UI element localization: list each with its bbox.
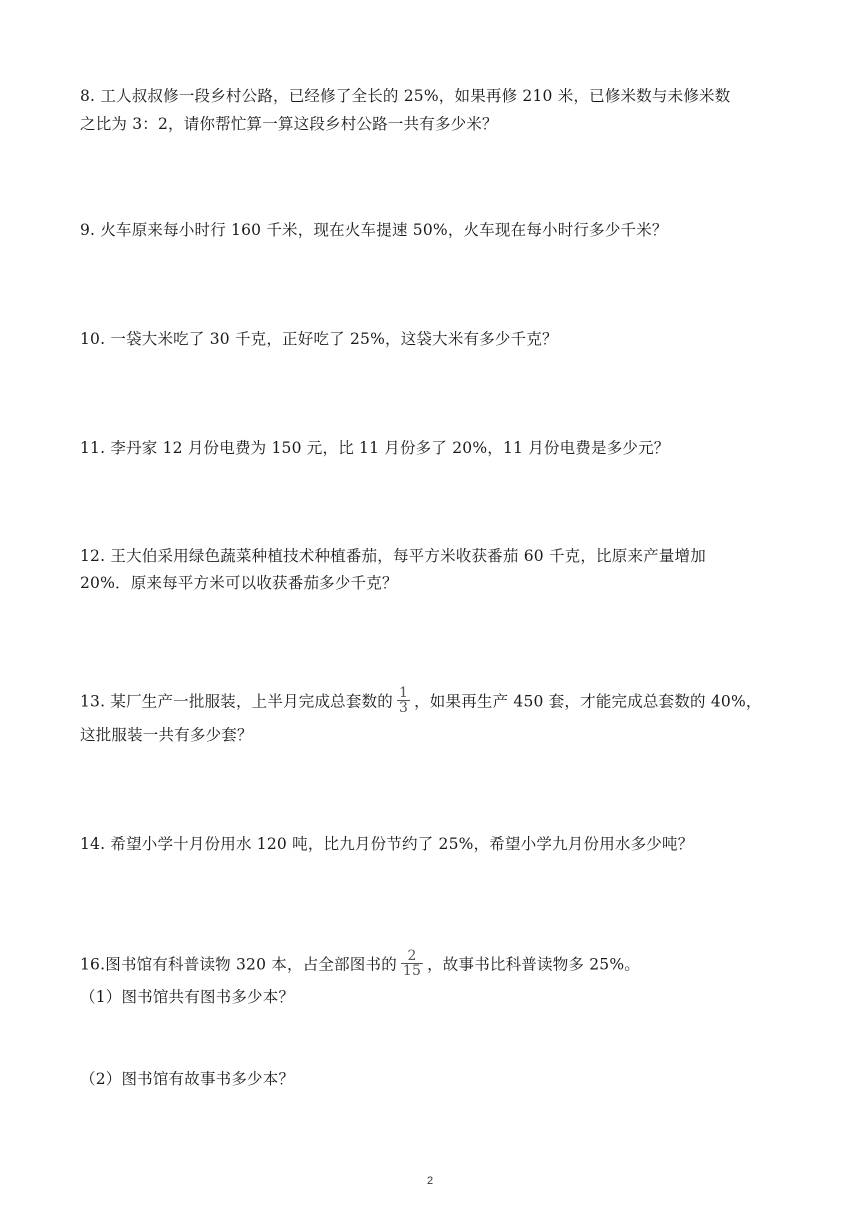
fraction-numerator: 1 [398, 685, 409, 701]
question-16-line-1 [80, 948, 640, 980]
question-12-line-2: 20%．原来每平方米可以收获番茄多少千克？ [80, 574, 398, 592]
question-13-fraction [397, 686, 410, 715]
question-13-text-after-fraction: ，如果再生产 450 套，才能完成总套数的 40%， [414, 692, 762, 711]
question-13-line-1 [80, 685, 762, 717]
question-8-line-1: 8. 工人叔叔修一段乡村公路，已经修了全长的 25%，如果再修 210 米，已修米数与未修米数 [80, 87, 731, 105]
question-10-line-1: 10. 一袋大米吃了 30 千克，正好吃了 25%，这袋大米有多少千克？ [80, 330, 558, 348]
fraction-numerator: 2 [401, 949, 423, 964]
question-9-line-1: 9. 火车原来每小时行 160 千米，现在火车提速 50%，火车现在每小时行多少千米？ [80, 221, 668, 239]
question-16-text-before-fraction: 16.图书馆有科普读物 320 本，占全部图书的 [80, 955, 397, 974]
question-16-subquestion-2: （2）图书馆有故事书多少本？ [80, 1070, 295, 1088]
question-14-line-1: 14. 希望小学十月份用水 120 吨，比九月份节约了 25%，希望小学九月份用水多少吨？ [80, 835, 694, 853]
fraction-denominator: 3 [398, 700, 409, 716]
question-16-text-after-fraction: ，故事书比科普读物多 25%。 [427, 955, 640, 974]
question-8-line-2: 之比为 3：2，请你帮忙算一算这段乡村公路一共有多少米？ [80, 115, 498, 133]
question-13-text-before-fraction: 13. 某厂生产一批服装，上半月完成总套数的 [80, 692, 393, 711]
question-12-line-1: 12. 王大伯采用绿色蔬菜种植技术种植番茄，每平方米收获番茄 60 千克，比原来产量增加 [80, 547, 706, 565]
question-16-subquestion-1: （1）图书馆共有图书多少本？ [80, 988, 295, 1006]
question-13-line-2: 这批服装一共有多少套？ [80, 726, 253, 744]
fraction-denominator: 15 [402, 963, 422, 979]
question-16-fraction [401, 949, 423, 978]
question-11-line-1: 11. 李丹家 12 月份电费为 150 元，比 11 月份多了 20%，11 月份电费是多少元？ [80, 439, 670, 457]
page-number: 2 [426, 1175, 434, 1187]
